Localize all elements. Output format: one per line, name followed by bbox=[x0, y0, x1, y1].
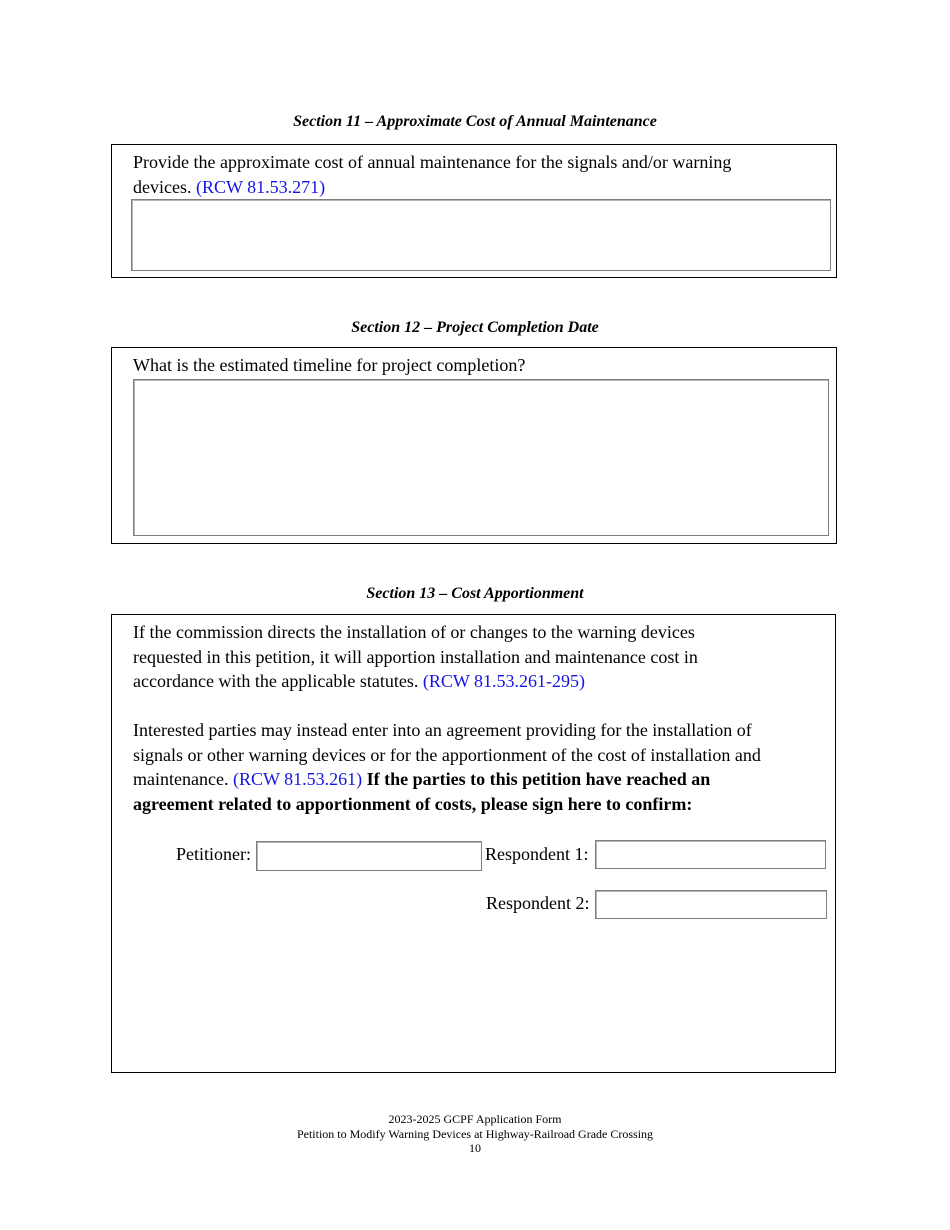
petitioner-label: Petitioner: bbox=[176, 844, 251, 864]
respondent-2-label: Respondent 2: bbox=[486, 893, 590, 913]
section-13-paragraph-1-text: If the commission directs the installation of or changes to the warning devices requested in this petition, it will apportion installation and maintenance cost in accordance with the applicable statutes. bbox=[133, 622, 698, 691]
section-13-box bbox=[111, 614, 836, 1073]
respondent-1-signature-field[interactable] bbox=[595, 840, 826, 869]
section-13-rcw-link-1[interactable]: (RCW 81.53.261-295) bbox=[422, 671, 586, 691]
section-11-rcw-link[interactable]: (RCW 81.53.271) bbox=[195, 176, 326, 197]
section-11-box bbox=[111, 144, 837, 278]
annual-maintenance-cost-field[interactable] bbox=[131, 199, 831, 271]
page-number: 10 bbox=[469, 1141, 481, 1155]
section-12-prompt: What is the estimated timeline for project completion? bbox=[133, 355, 526, 375]
section-11-prompt bbox=[133, 150, 783, 199]
petitioner-signature-field[interactable] bbox=[256, 841, 482, 871]
section-13-paragraph-1 bbox=[133, 620, 743, 694]
section-11-prompt-text: Provide the approximate cost of annual maintenance for the signals and/or warning devices. bbox=[133, 152, 732, 197]
section-12-title: Section 12 – Project Completion Date bbox=[351, 319, 599, 336]
respondent-1-label: Respondent 1: bbox=[485, 844, 589, 864]
section-13-title: Section 13 – Cost Apportionment bbox=[366, 585, 584, 602]
section-12-box bbox=[111, 347, 837, 544]
section-13-rcw-link-2[interactable]: (RCW 81.53.261) bbox=[232, 769, 363, 789]
section-13-paragraph-2 bbox=[133, 718, 793, 816]
footer-form-subtitle: Petition to Modify Warning Devices at Highway-Railroad Grade Crossing bbox=[296, 1126, 654, 1141]
footer-form-name: 2023-2025 GCPF Application Form bbox=[388, 1112, 562, 1126]
section-13-sign-instruction: If the parties to this petition have reached an agreement related to apportionment of costs, please sign here to confirm: bbox=[133, 769, 711, 814]
section-11-title: Section 11 – Approximate Cost of Annual Maintenance bbox=[293, 113, 657, 130]
project-timeline-field[interactable] bbox=[133, 379, 829, 536]
footer bbox=[0, 1112, 950, 1156]
section-13-paragraph-2-text: Interested parties may instead enter into an agreement providing for the installation of signals or other warning devices or for the apportionment of the cost of installation and maintenance. bbox=[133, 720, 761, 789]
respondent-2-signature-field[interactable] bbox=[595, 890, 827, 919]
